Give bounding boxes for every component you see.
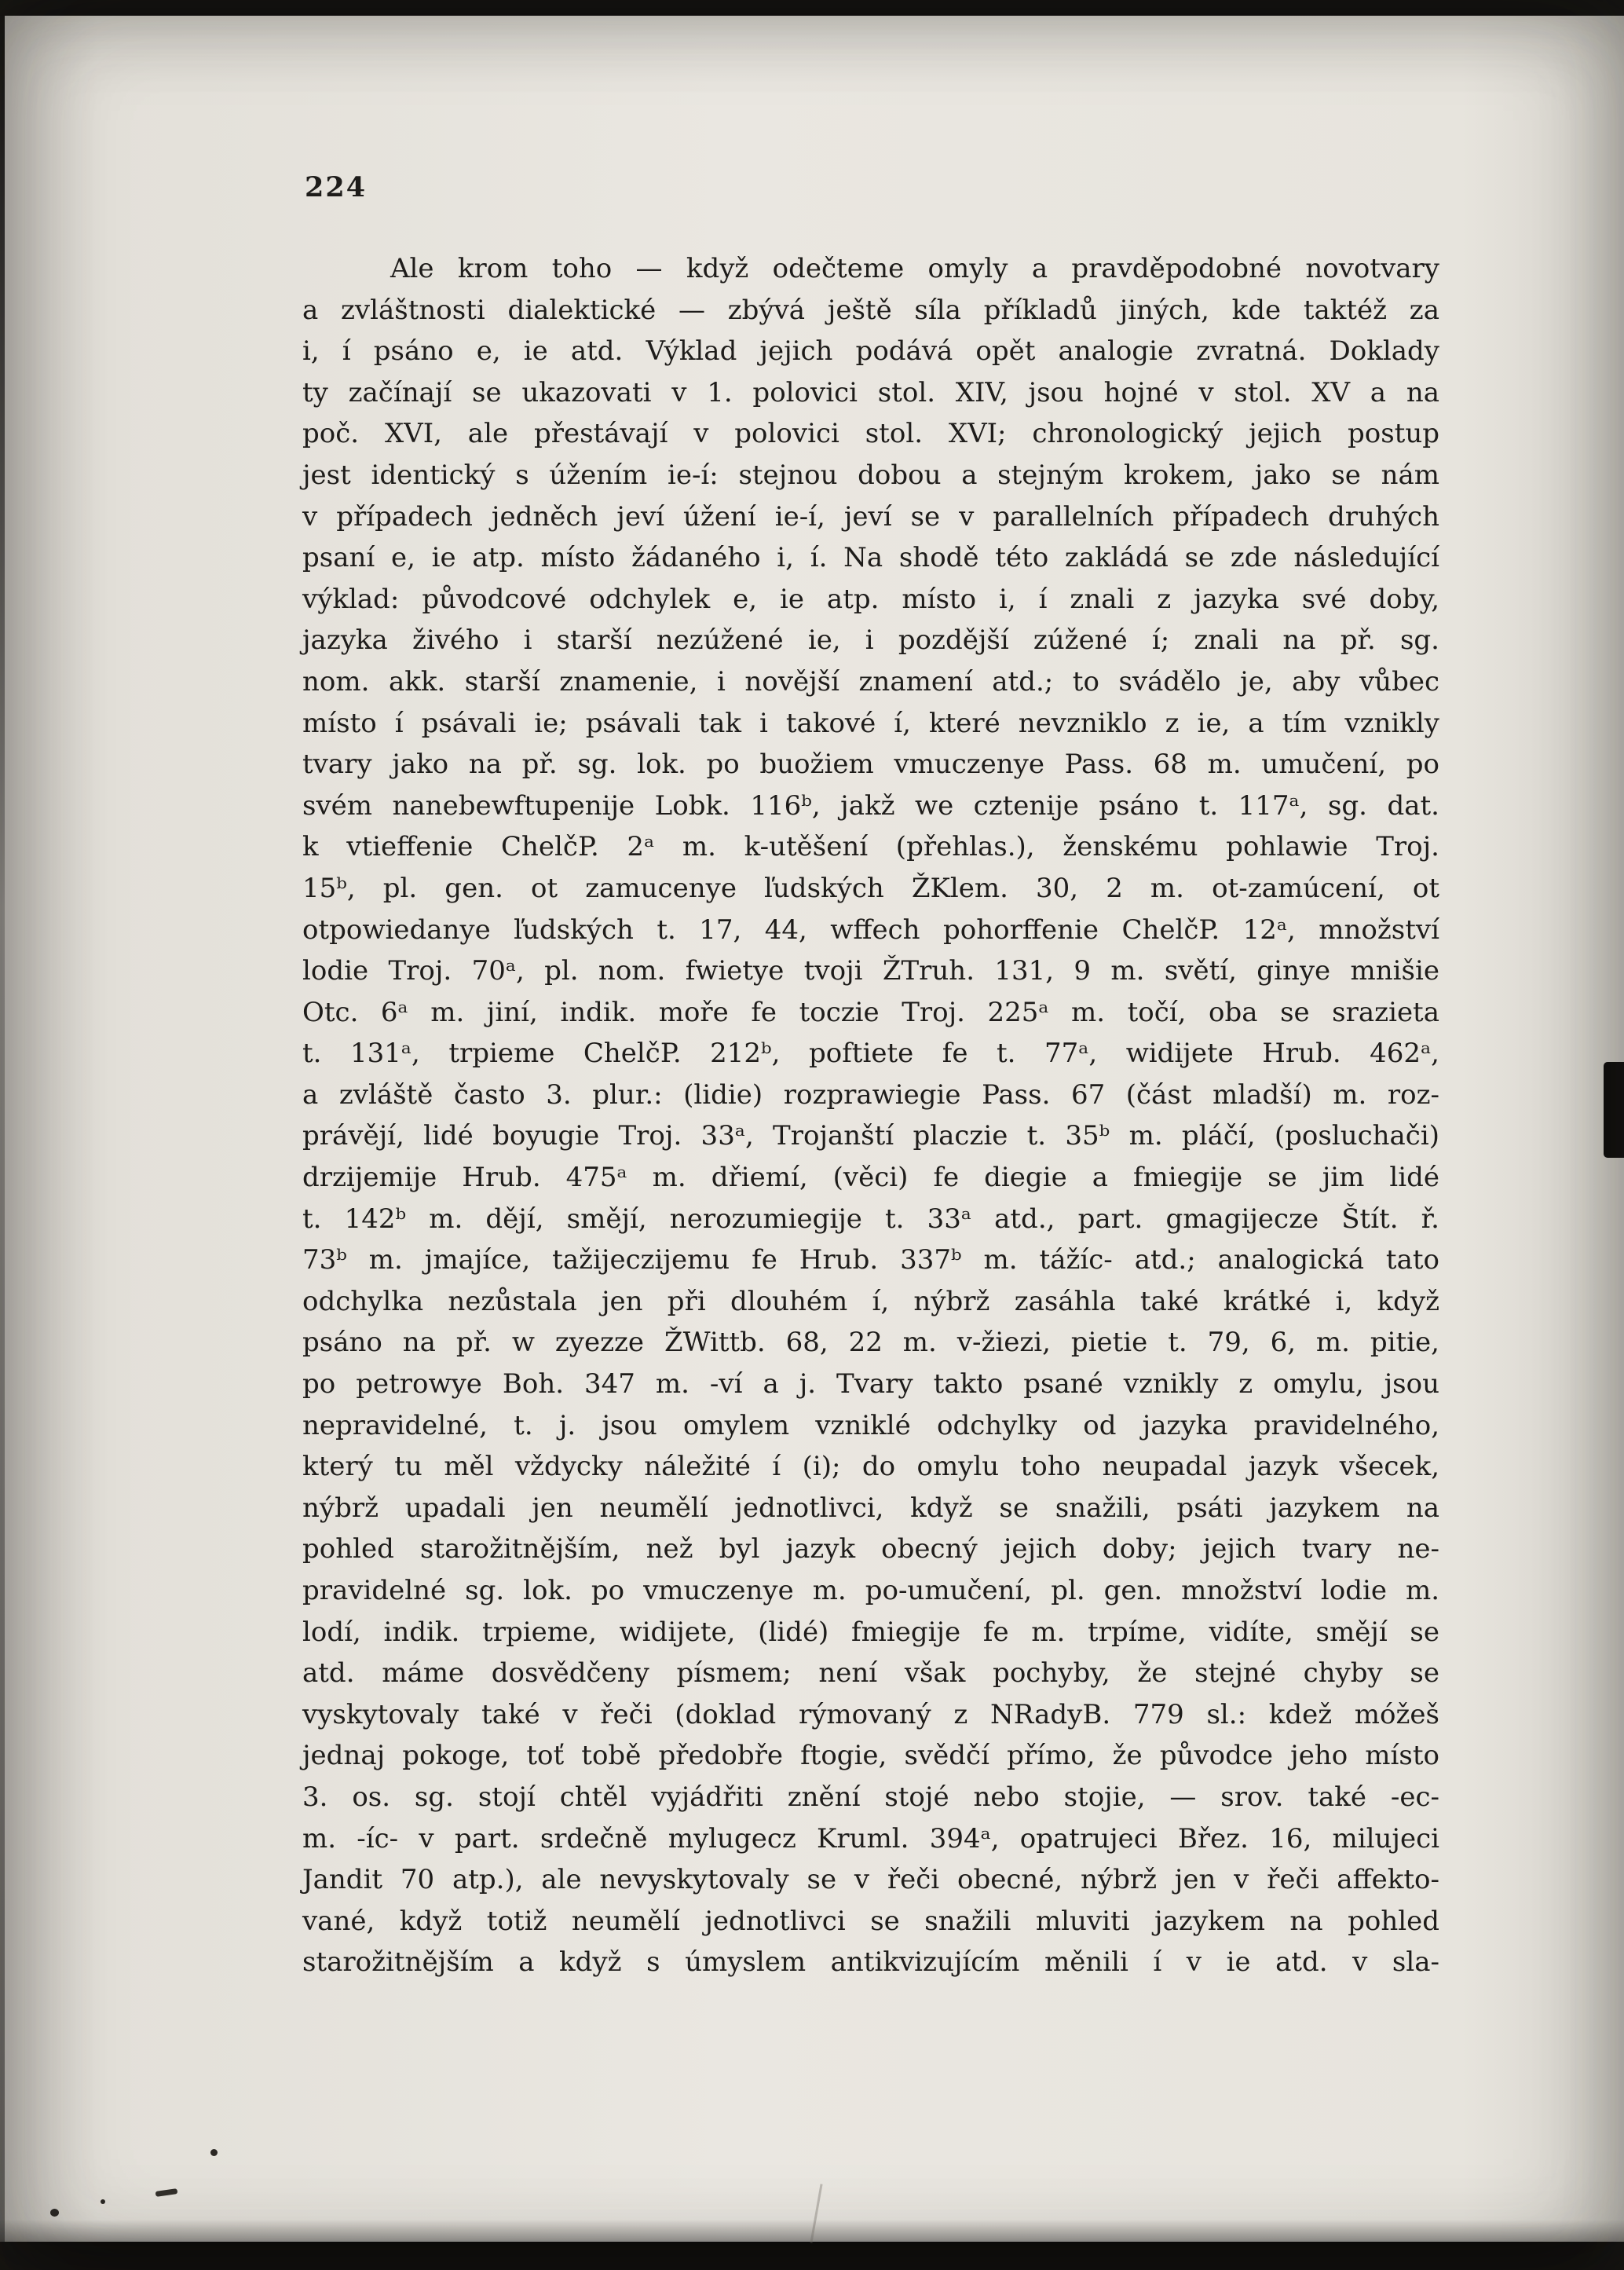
text-line: 73ᵇ m. jmajíce, tažijeczijemu fe Hrub. 337ᵇ m. tážíc- atd.; analogická tato — [302, 1244, 1439, 1276]
text-line: Jandit 70 atp.), ale nevyskytovaly se v řeči obecné, nýbrž jen v řeči affekto- — [302, 1864, 1439, 1896]
scan-binding-mark — [1604, 1062, 1624, 1158]
scan-speck — [50, 2209, 59, 2217]
text-line: místo í psávali ie; psávali tak i takové í, které nevzniklo z ie, a tím vznikly — [302, 707, 1439, 739]
scan-edge-top — [0, 0, 1624, 16]
text-line: pohled starožitnějším, než byl jazyk obecný jejich doby; jejich tvary ne- — [302, 1533, 1439, 1565]
text-line: a zvláštnosti dialektické — zbývá ještě síla příkladů jiných, kde taktéž za — [302, 294, 1439, 326]
body-text — [302, 248, 1439, 1983]
text-line: v případech jedněch jeví úžení ie-í, jeví se v parallelních případech druhých — [302, 500, 1439, 533]
text-line: ty začínají se ukazovati v 1. polovici stol. XIV, jsou hojné v stol. XV a na — [302, 376, 1439, 408]
text-line: který tu měl vždycky náležité í (i); do omylu toho neupadal jazyk všecek, — [302, 1451, 1439, 1483]
text-line: otpowiedanye ľudských t. 17, 44, wffech pohorffenie ChelčP. 12ᵃ, množství — [302, 913, 1439, 946]
text-line: 15ᵇ, pl. gen. ot zamucenye ľudských ŽKlem. 30, 2 m. ot-zamúcení, ot — [302, 872, 1439, 904]
scan-speck — [155, 2188, 178, 2197]
text-line: nepravidelné, t. j. jsou omylem vzniklé odchylky od jazyka pravidelného, — [302, 1409, 1439, 1441]
text-line: právějí, lidé boyugie Troj. 33ᵃ, Trojanští placzie t. 35ᵇ m. pláčí, (posluchači) — [302, 1120, 1439, 1152]
text-line: vané, když totiž neumělí jednotlivci se snažili mluviti jazykem na pohled — [302, 1905, 1439, 1937]
text-line: starožitnějším a když s úmyslem antikvizujícím měnili í v ie atd. v sla- — [302, 1946, 1439, 1979]
text-line: jednaj pokoge, toť tobě předobře ftogie, svědčí přímo, že původce jeho místo — [302, 1740, 1439, 1772]
page-number: 224 — [305, 171, 368, 203]
text-line: výklad: původcové odchylek e, ie atp. místo i, í znali z jazyka své doby, — [302, 583, 1439, 615]
text-line: t. 142ᵇ m. dějí, smějí, nerozumiegije t. 33ᵃ atd., part. gmagijecze Štít. ř. — [302, 1203, 1439, 1235]
text-line: t. 131ᵃ, trpieme ChelčP. 212ᵇ, poftiete fe t. 77ᵃ, widijete Hrub. 462ᵃ, — [302, 1038, 1439, 1070]
text-line: m. -íc- v part. srdečně mylugecz Kruml. 394ᵃ, opatrujeci Břez. 16, milujeci — [302, 1822, 1439, 1854]
text-line: svém nanebewftupenije Lobk. 116ᵇ, jakž we cztenije psáno t. 117ᵃ, sg. dat. — [302, 789, 1439, 822]
text-line: jazyka živého i starší nezúžené ie, i pozdější zúžené í; znali na př. sg. — [302, 624, 1439, 657]
text-line: po petrowye Boh. 347 m. -ví a j. Tvary takto psané vznikly z omylu, jsou — [302, 1368, 1439, 1400]
scan-speck — [210, 2149, 218, 2156]
text-line: atd. máme dosvědčeny písmem; není však pochyby, že stejné chyby se — [302, 1657, 1439, 1690]
text-line: Ale krom toho — když odečteme omyly a pravděpodobné novotvary — [390, 253, 1439, 284]
scan-speck — [101, 2199, 105, 2204]
text-line: lodí, indik. trpieme, widijete, (lidé) fmiegije fe m. trpíme, vidíte, smějí se — [302, 1616, 1439, 1648]
text-line: odchylka nezůstala jen při dlouhém í, nýbrž zasáhla také krátké i, když — [302, 1285, 1439, 1317]
text-line: a zvláště často 3. plur.: (lidie) rozprawiegie Pass. 67 (část mladší) m. roz- — [302, 1078, 1439, 1111]
scan-edge-left — [0, 0, 5, 2270]
text-line: 3. os. sg. stojí chtěl vyjádřiti znění stojé nebo stojie, — srov. také -ec- — [302, 1781, 1439, 1813]
text-line: psáno na př. w zyezze ŽWittb. 68, 22 m. v-žiezi, pietie t. 79, 6, m. pitie, — [302, 1327, 1439, 1359]
text-line: vyskytovaly také v řeči (doklad rýmovaný z NRadyB. 779 sl.: kdež móžeš — [302, 1698, 1439, 1730]
scan-edge-bottom — [0, 2242, 1624, 2270]
text-line: poč. XVI, ale přestávají v polovici stol. XVI; chronologický jejich postup — [302, 418, 1439, 450]
text-line: lodie Troj. 70ᵃ, pl. nom. fwietye tvoji ŽTruh. 131, 9 m. světí, ginye mnišie — [302, 955, 1439, 987]
text-line: psaní e, ie atp. místo žádaného i, í. Na shodě této zakládá se zde následující — [302, 542, 1439, 574]
text-line: nýbrž upadali jen neumělí jednotlivci, když se snažili, psáti jazykem na — [302, 1492, 1439, 1524]
text-line: jest identický s úžením ie-í: stejnou dobou a stejným krokem, jako se nám — [302, 459, 1439, 491]
text-line: nom. akk. starší znamenie, i novější znamení atd.; to svádělo je, aby vůbec — [302, 665, 1439, 697]
text-line: Otc. 6ᵃ m. jiní, indik. moře fe toczie Troj. 225ᵃ m. točí, oba se srazieta — [302, 996, 1439, 1028]
text-line: drzijemije Hrub. 475ᵃ m. dřiemí, (věci) fe diegie a fmiegije se jim lidé — [302, 1162, 1439, 1194]
text-line: pravidelné sg. lok. po vmuczenye m. po-umučení, pl. gen. množství lodie m. — [302, 1575, 1439, 1606]
text-line: tvary jako na př. sg. lok. po buožiem vmuczenye Pass. 68 m. umučení, po — [302, 749, 1439, 781]
text-line: i, í psáno e, ie atd. Výklad jejich podává opět analogie zvratná. Doklady — [302, 335, 1439, 368]
text-line: k vtieffenie ChelčP. 2ᵃ m. k-utěšení (přehlas.), ženskému pohlawie Troj. — [302, 831, 1439, 863]
